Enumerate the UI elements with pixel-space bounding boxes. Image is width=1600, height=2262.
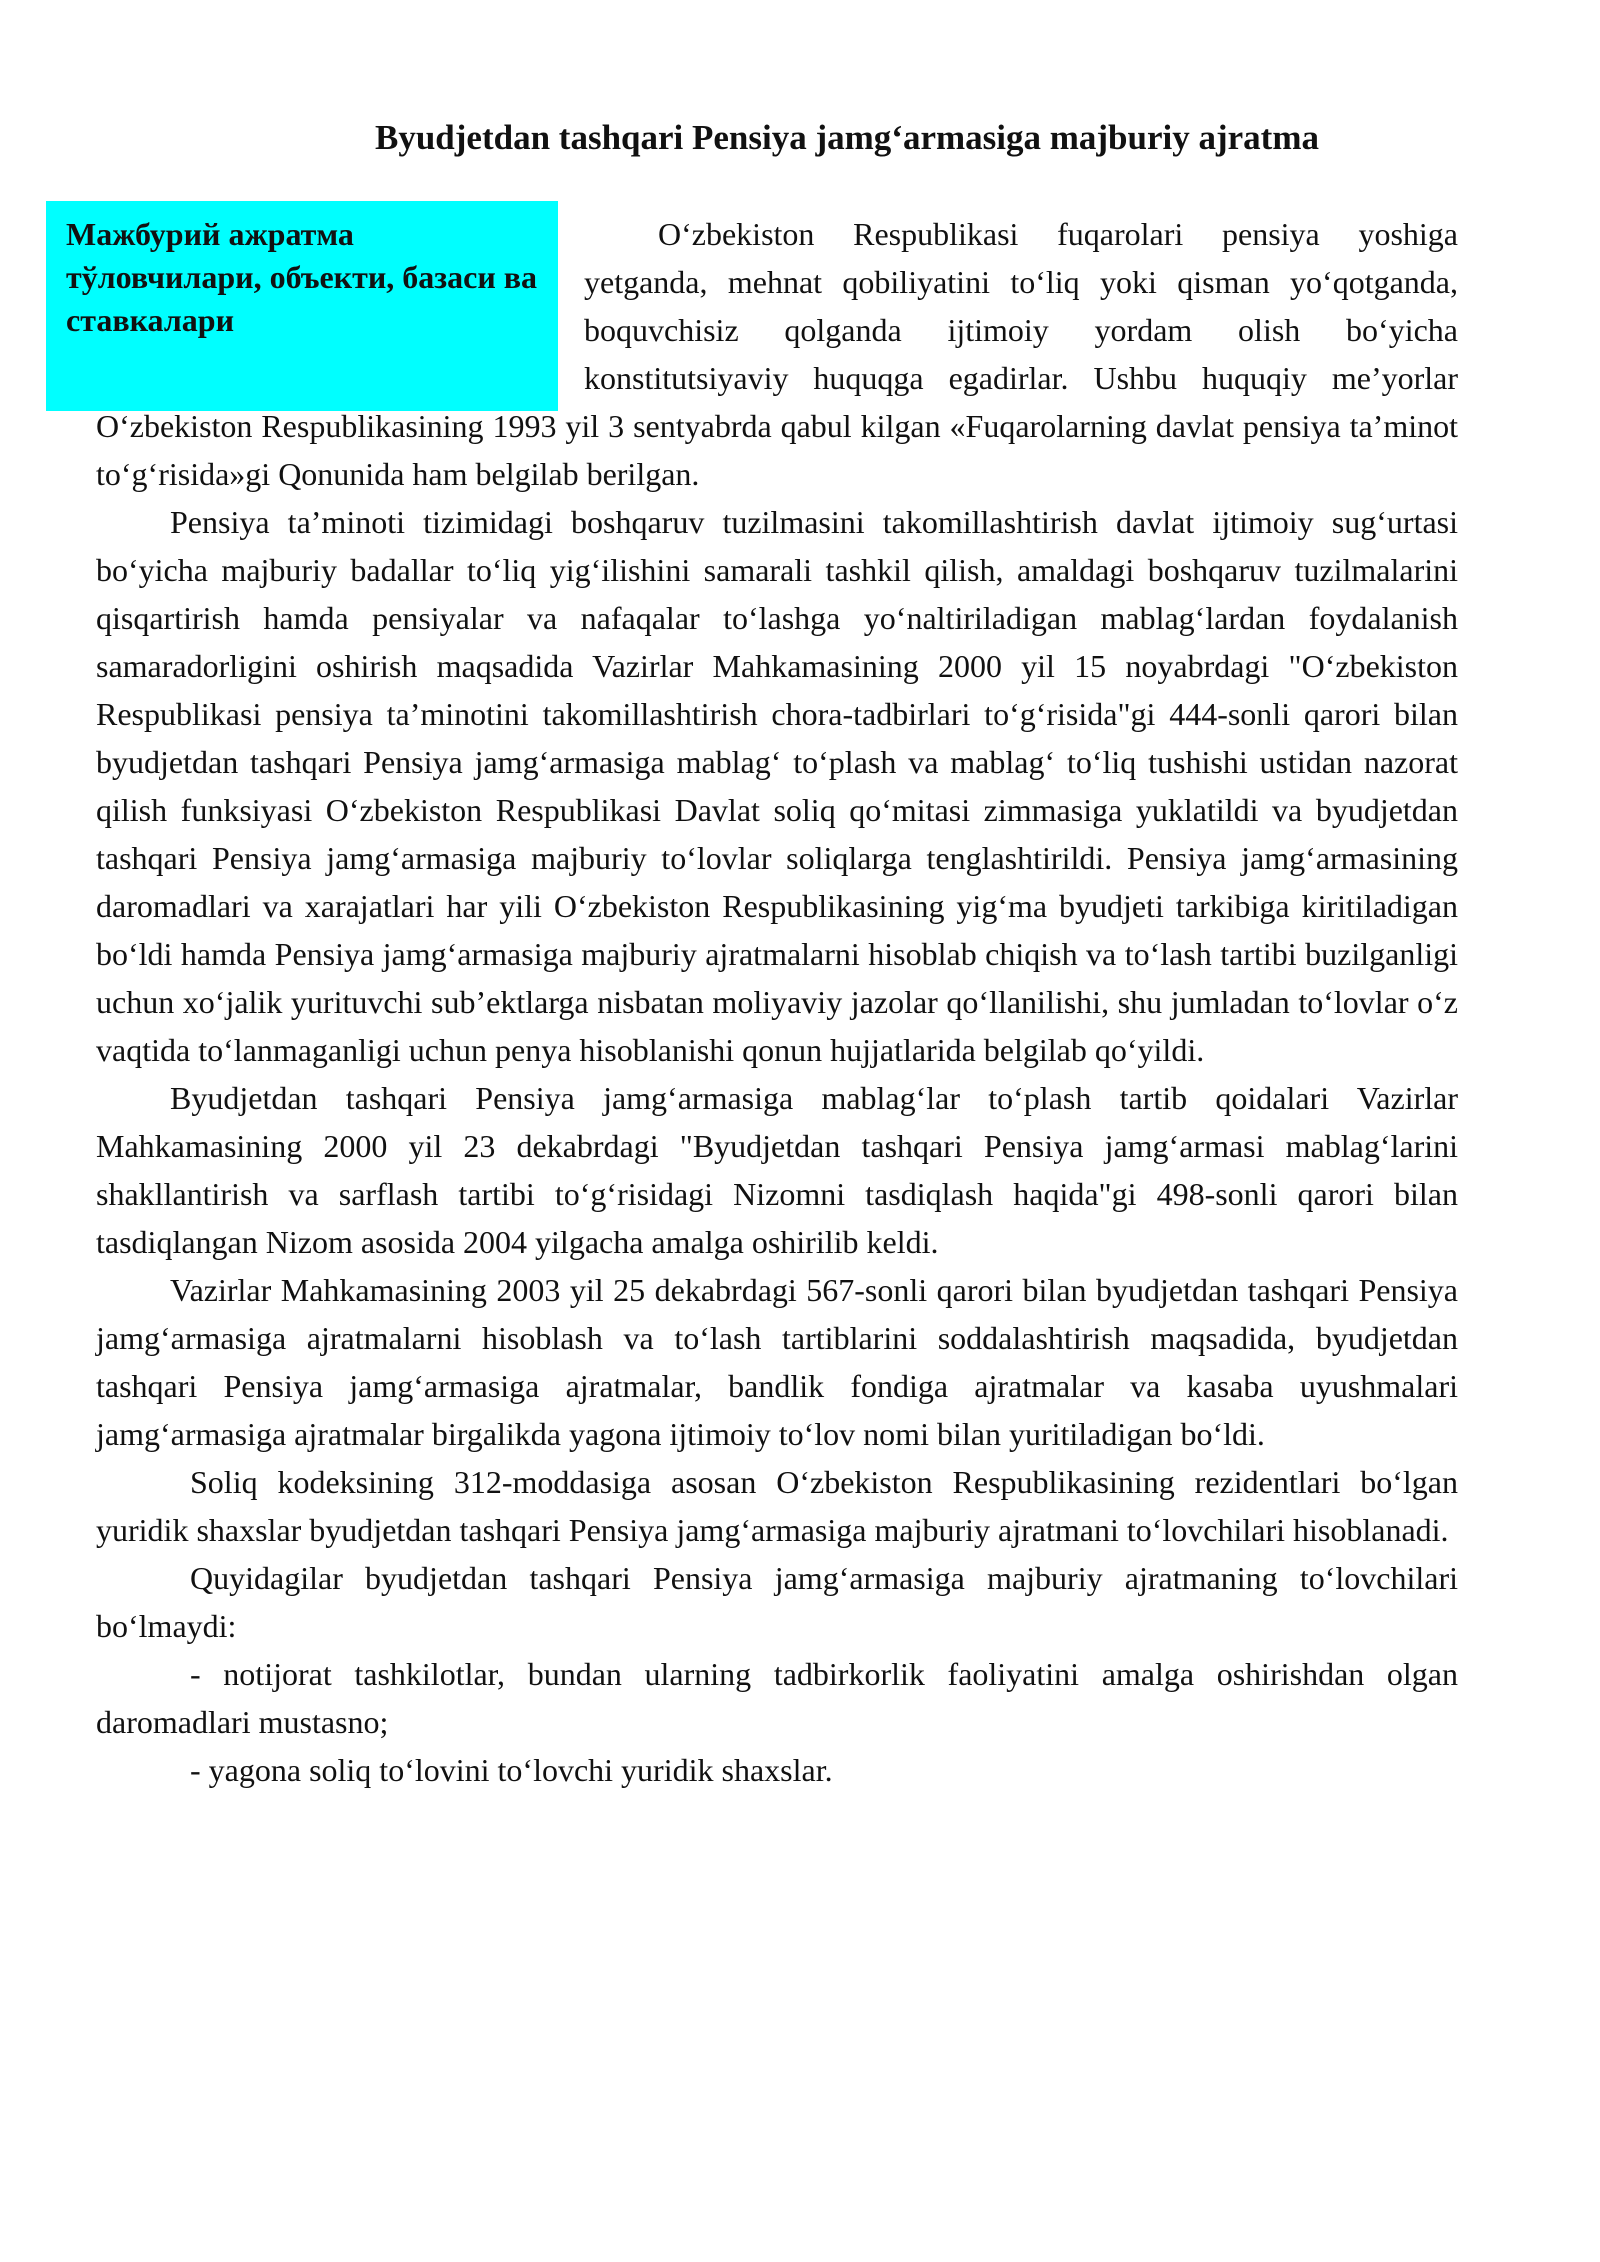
paragraph-1: O‘zbekiston Respublikasi fuqarolari pensiya yoshiga yetganda, mehnat qobiliyatini to‘liq yoki qisman yo‘qotganda, boquvchisiz qolganda ijtimoiy yordam olish bo‘yicha konstitutsiyaviy huquqga egadirlar. Ushbu huquqiy me’yorlar O‘zbekiston Respublikasining 1993 yil 3 sentyabrda qabul kilgan «Fuqarolarning davlat pensiya ta’minot to‘g‘risida»gi Qonunida ham belgilab berilgan.: [96, 216, 1458, 492]
paragraph-2: Pensiya ta’minoti tizimidagi boshqaruv tuzilmasini takomillashtirish davlat ijtimoiy sug‘urtasi bo‘yicha majburiy badallar to‘liq yig‘ilishini samarali tashkil qilish, amaldagi boshqaruv tuzilmalarini qisqartirish hamda pensiyalar va nafaqalar to‘lashga yo‘naltiriladigan mablag‘lardan foydalanish samaradorligini oshirish maqsadida Vazirlar Mahkamasining 2000 yil 15 noyabrdagi "O‘zbekiston Respublikasi pensiya ta’minotini takomillashtirish chora-tadbirlari to‘g‘risida"gi 444-sonli qarori bilan byudjetdan tashqari Pensiya jamg‘armasiga mablag‘ to‘plash va mablag‘ to‘liq tushishi ustidan nazorat qilish funksiyasi O‘zbekiston Respublikasi Davlat soliq qo‘mitasi zimmasiga yuklatildi va byudjetdan tashqari Pensiya jamg‘armasiga majburiy to‘lovlar soliqlarga tenglashtirildi. Pensiya jamg‘armasining daromadlari va xarajatlari har yili O‘zbekiston Respublikasining yig‘ma byudjeti tarkibiga kiritiladigan bo‘ldi hamda Pensiya jamg‘armasiga majburiy ajratmalarni hisoblab chiqish va to‘lash tartibi buzilganligi uchun xo‘jalik yurituvchi sub’ektlarga nisbatan moliyaviy jazolar qo‘llanilishi, shu jumladan to‘lovlar o‘z vaqtida to‘lanmaganligi uchun penya hisoblanishi qonun hujjatlarida belgilab qo‘yildi.: [96, 504, 1458, 1068]
paragraph-3: Byudjetdan tashqari Pensiya jamg‘armasiga mablag‘lar to‘plash tartib qoidalari Vazirlar Mahkamasining 2000 yil 23 dekabrdagi "Byudjetdan tashqari Pensiya jamg‘armasi mablag‘larini shakllantirish va sarflash tartibi to‘g‘risidagi Nizomni tasdiqlash haqida"gi 498-sonli qarori bilan tasdiqlangan Nizom asosida 2004 yilgacha amalga oshirilib keldi.: [96, 1080, 1458, 1260]
list-item-1: - notijorat tashkilotlar, bundan ularning tadbirkorlik faoliyatini amalga oshirishdan olgan daromadlari mustasno;: [96, 1656, 1458, 1740]
paragraph-6: Quyidagilar byudjetdan tashqari Pensiya jamg‘armasiga majburiy ajratmaning to‘lovchilari bo‘lmaydi:: [96, 1560, 1458, 1644]
paragraph-4: Vazirlar Mahkamasining 2003 yil 25 dekabrdagi 567-sonli qarori bilan byudjetdan tashqari Pensiya jamg‘armasiga ajratmalarni hisoblash va to‘lash tartiblarini soddalashtirish maqsadida, byudjetdan tashqari Pensiya jamg‘armasiga ajratmalar, bandlik fondiga ajratmalar va kasaba uyushmalari jamg‘armasiga ajratmalar birgalikda yagona ijtimoiy to‘lov nomi bilan yuritiladigan bo‘ldi.: [96, 1272, 1458, 1452]
paragraph-5: Soliq kodeksining 312-moddasiga asosan O‘zbekiston Respublikasining rezidentlari bo‘lgan yuridik shaxslar byudjetdan tashqari Pensiya jamg‘armasiga majburiy ajratmani to‘lovchilari hisoblanadi.: [96, 1464, 1458, 1548]
sidebox-spacer: [96, 210, 584, 400]
document-page: [66, 0, 1458, 2262]
list-item-2: - yagona soliq to‘lovini to‘lovchi yuridik shaxslar.: [190, 1752, 833, 1788]
section-heading-box: Мажбурий ажратма тўловчилари, объекти, базаси ва ставкалари: [46, 201, 558, 411]
document-body: [96, 210, 1458, 1794]
document-title: Byudjetdan tashqari Pensiya jamg‘armasiga majburiy ajratma: [375, 118, 1319, 157]
